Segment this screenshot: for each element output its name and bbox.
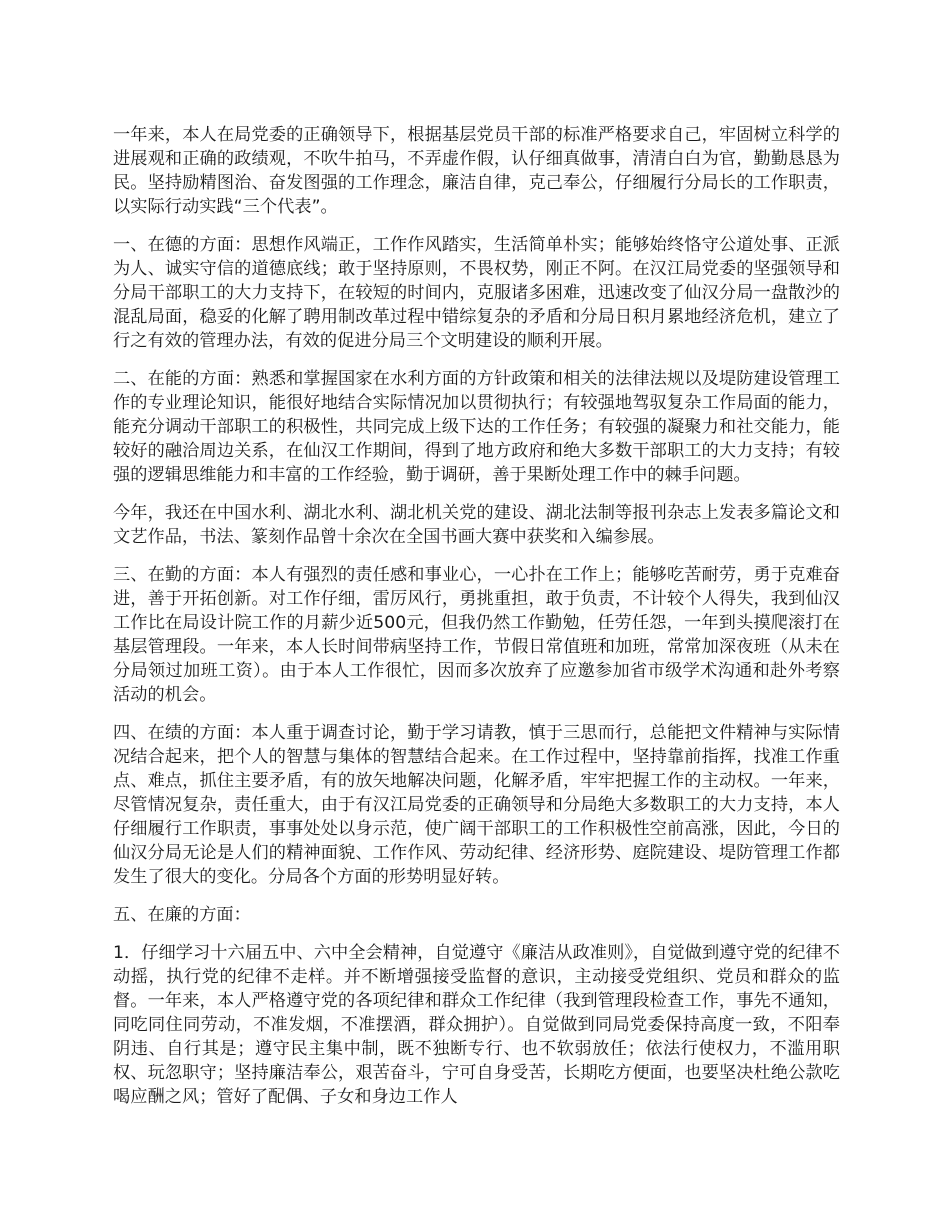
intro-paragraph: 一年来，本人在局党委的正确领导下，根据基层党员干部的标准严格要求自己，牢固树立科学的进展观和正确的政绩观，不吹牛拍马，不弄虚作假，认仔细真做事，清清白白为官，勤勤恳恳为民。坚持励精图治、奋发图强的工作理念，廉洁自律，克己奉公，仔细履行分局长的工作职责，以实际行动实践“三个代表”。: [113, 125, 840, 217]
section-ability-paragraph: 二、在能的方面：熟悉和掌握国家在水利方面的方针政策和相关的法律法规以及堤防建设管理工作的专业理论知识，能很好地结合实际情况加以贯彻执行；有较强地驾驭复杂工作局面的能力，能充分调动干部职工的积极性，共同完成上级下达的工作任务；有较强的凝聚力和社交能力，能较好的融洽周边关系，在仙汉工作期间，得到了地方政府和绝大多数干部职工的大力支持；有较强的逻辑思维能力和丰富的工作经验，勤于调研，善于果断处理工作中的棘手问题。: [113, 369, 840, 485]
publications-paragraph: 今年，我还在中国水利、湖北水利、湖北机关党的建设、湖北法制等报刊杂志上发表多篇论文和文艺作品，书法、篆刻作品曾十余次在全国书画大赛中获奖和入编参展。: [113, 503, 840, 547]
section-integrity-heading: 五、在廉的方面：: [113, 905, 251, 925]
document-body: [113, 123, 840, 1123]
section-achievement-paragraph: 四、在绩的方面：本人重于调查讨论，勤于学习请教，慎于三思而行，总能把文件精神与实际情况结合起来，把个人的智慧与集体的智慧结合起来。在工作过程中，坚持靠前指挥，找准工作重点、难点，抓住主要矛盾，有的放矢地解决问题，化解矛盾，牢牢把握工作的主动权。一年来，尽管情况复杂，责任重大，由于有汉江局党委的正确领导和分局绝大多数职工的大力支持，本人仔细履行工作职责，事事处处以身示范，使广阔干部职工的工作积极性空前高涨，因此，今日的仙汉分局无论是人们的精神面貌、工作作风、劳动纪律、经济形势、庭院建设、堤防管理工作都发生了很大的变化。分局各个方面的形势明显好转。: [113, 723, 840, 887]
section-diligence-paragraph: 三、在勤的方面：本人有强烈的责任感和事业心，一心扑在工作上；能够吃苦耐劳，勇于克难奋进，善于开拓创新。对工作仔细，雷厉风行，勇挑重担，敢于负责，不计较个人得失，我到仙汉工作比在局设计院工作的月薪少近500元，但我仍然工作勤勉，任劳任怨，一年到头摸爬滚打在基层管理段。一年来，本人长时间带病坚持工作，节假日常值班和加班，常常加深夜班（从未在分局领过加班工资）。由于本人工作很忙，因而多次放弃了应邀参加省市级学术沟通和赴外考察活动的机会。: [113, 565, 840, 705]
integrity-item-1-paragraph: 1．仔细学习十六届五中、六中全会精神，自觉遵守《廉洁从政准则》，自觉做到遵守党的纪律不动摇，执行党的纪律不走样。并不断增强接受监督的意识，主动接受党组织、党员和群众的监督。一年来，本人严格遵守党的各项纪律和群众工作纪律（我到管理段检查工作，事先不通知，同吃同住同劳动，不准发烟，不准摆酒，群众拥护）。自觉做到同局党委保持高度一致，不阳奉阴违、自行其是；遵守民主集中制，既不独断专行、也不软弱放任；依法行使权力，不滥用职权、玩忽职守；坚持廉洁奉公，艰苦奋斗，宁可自身受苦，长期吃方便面，也要坚决杜绝公款吃喝应酬之风；管好了配偶、子女和身边工作人: [113, 943, 840, 1107]
section-morality-paragraph: 一、在德的方面：思想作风端正，工作作风踏实，生活简单朴实；能够始终恪守公道处事、正派为人、诚实守信的道德底线；敢于坚持原则，不畏权势，刚正不阿。在汉江局党委的坚强领导和分局干部职工的大力支持下，在较短的时间内，克服诸多困难，迅速改变了仙汉分局一盘散沙的混乱局面，稳妥的化解了聘用制改革过程中错综复杂的矛盾和分局日积月累地经济危机，建立了行之有效的管理办法，有效的促进分局三个文明建设的顺利开展。: [113, 235, 840, 351]
